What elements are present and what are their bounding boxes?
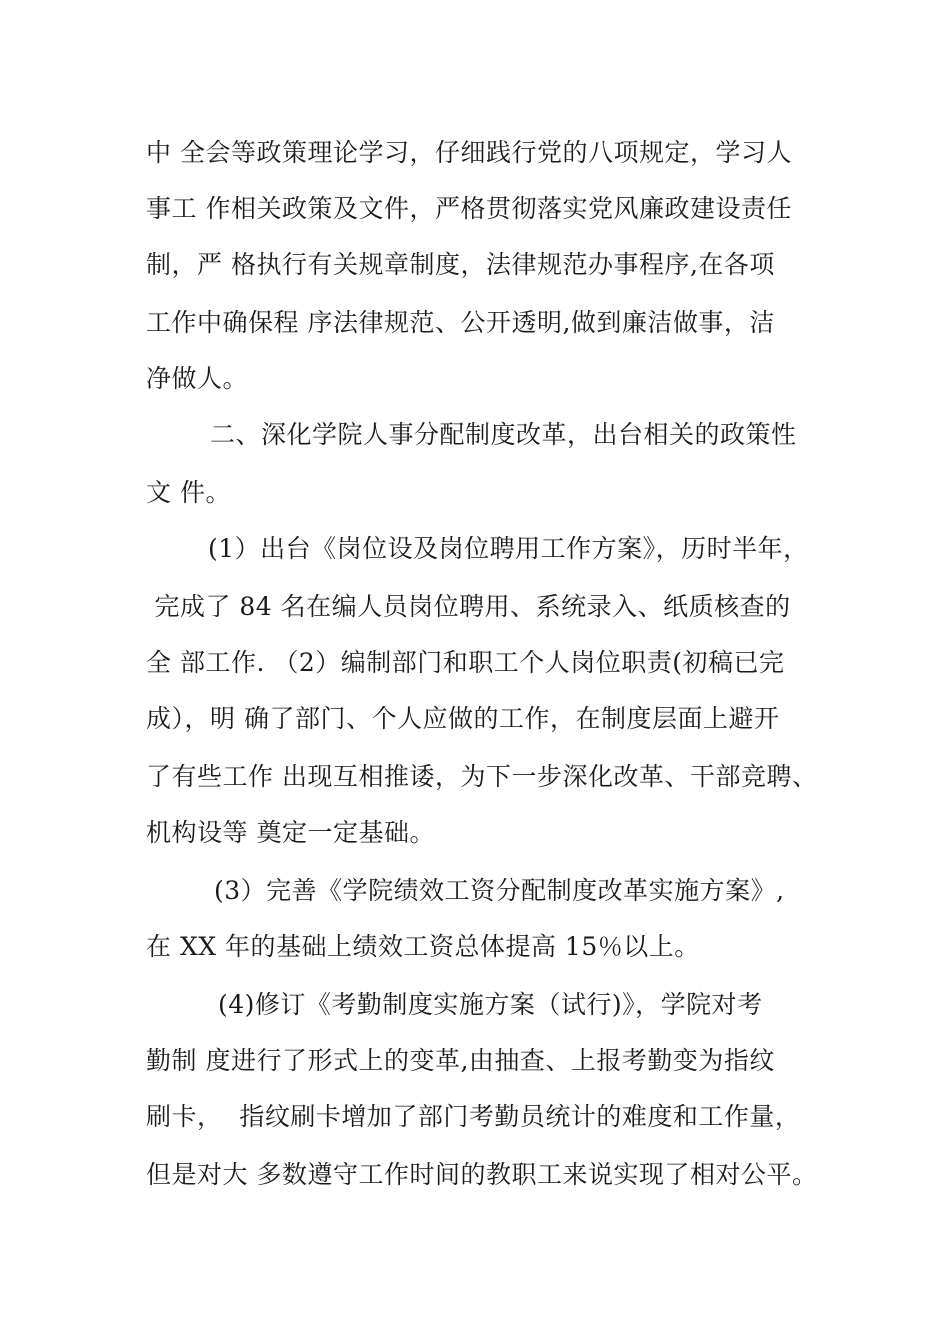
text-line: 机构设等 奠定一定基础。: [146, 818, 435, 847]
text-line: 事工 作相关政策及文件，严格贯彻落实党风廉政建设责任: [146, 194, 792, 223]
text-line: 刷卡， 指纹刷卡增加了部门考勤员统计的难度和工作量，: [146, 1102, 801, 1131]
text-line: 文 件。: [146, 478, 231, 507]
text-line: 工作中确保程 序法律规范、公开透明,做到廉洁做事，洁: [146, 308, 775, 337]
text-line: (1）出台《岗位设及岗位聘用工作方案》，历时半年，: [208, 534, 809, 563]
section-heading: 二、深化学院人事分配制度改革，出台相关的政策性: [210, 420, 797, 449]
text-line: 制，严 格执行有关规章制度，法律规范办事程序,在各项: [146, 250, 775, 279]
text-line: 中 全会等政策理论学习，仔细践行党的八项规定，学习人: [146, 138, 792, 167]
text-line: 成），明 确了部门、个人应做的工作，在制度层面上避开: [146, 704, 780, 733]
text-line: 在 XX 年的基础上绩效工资总体提高 15％以上。: [146, 932, 700, 961]
text-line: 全 部工作. （2）编制部门和职工个人岗位职责(初稿已完: [146, 648, 785, 677]
text-line: (4)修订《考勤制度实施方案（试行)》，学院对考: [218, 990, 763, 1019]
text-line: (3）完善《学院绩效工资分配制度改革实施方案》,: [214, 876, 785, 905]
text-line: 勤制 度进行了形式上的变革,由抽查、上报考勤变为指纹: [146, 1046, 775, 1075]
text-line: 但是对大 多数遵守工作时间的教职工来说实现了相对公平。: [146, 1160, 818, 1189]
text-line: 了有些工作 出现互相推诿，为下一步深化改革、干部竞聘、: [146, 762, 818, 791]
text-line: 净做人。: [146, 364, 249, 393]
text-line: 完成了 84 名在编人员岗位聘用、系统录入、纸质核查的: [146, 592, 791, 621]
